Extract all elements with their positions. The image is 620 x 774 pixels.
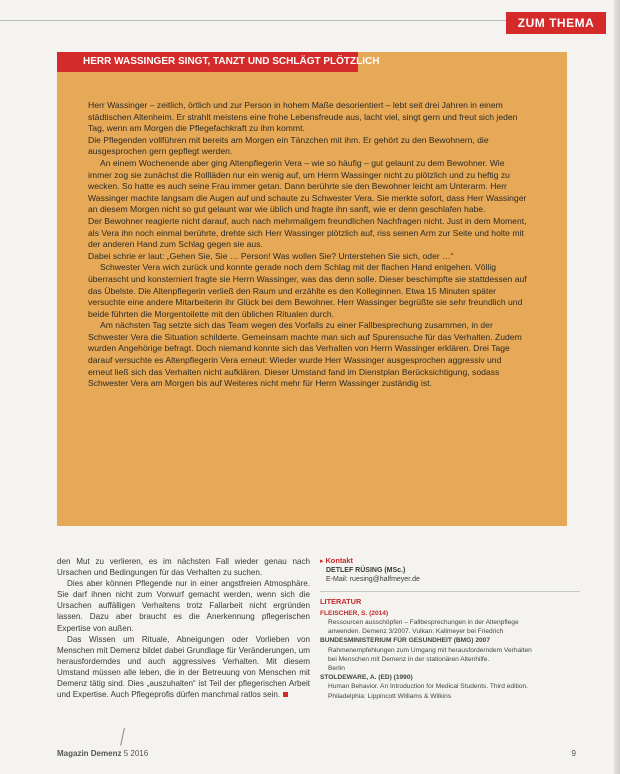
literature-line: Berlin <box>328 665 345 673</box>
article-paragraph: Dies aber können Pflegende nur in einer angstfreien Atmosphäre. Sie darf ihnen nicht zum Vorwurf gemacht werden, wenn sich die Ursachen auffälligen Verhaltens trotz Fallarbeit nicht ergründen lassen. Dazu aber braucht es die Anerkennung pflegerischen Expertise von außen. <box>57 579 310 633</box>
literature-line: Ressourcen ausschöpfen – Fallbesprechungen in der Altenpflege <box>328 619 519 627</box>
literature-author: BUNDESMINISTERIUM FÜR GESUNDHEIT (BMG) 2007 <box>320 637 490 645</box>
literature-line: Rahmenempfehlungen zum Umgang mit herausforderndem Verhalten <box>328 646 532 654</box>
literature-entry <box>320 609 580 637</box>
article-right-column <box>320 556 580 701</box>
case-paragraph: Dabei schrie er laut: „Gehen Sie, Sie … Person! Was wollen Sie? Unterstehen Sie sich, oder …“ <box>88 250 454 261</box>
pen-mark <box>120 728 127 746</box>
contact-email[interactable]: E-Mail: ruesing@halfmeyer.de <box>326 576 420 584</box>
contact-name: DETLEF RÜSING (MSc.) <box>326 567 406 575</box>
contact-label: Kontakt <box>325 556 353 565</box>
section-tag: ZUM THEMA <box>506 12 606 34</box>
literature-title: LITERATUR <box>320 596 362 606</box>
case-study-heading: HERR WASSINGER SINGT, TANZT UND SCHLÄGT PLÖTZLICH <box>57 52 358 72</box>
literature-line: Human Behavior. An Introduction for Medical Students. Third edition. <box>328 683 529 691</box>
contact-header <box>320 556 580 566</box>
case-paragraph: Am nächsten Tag setzte sich das Team wegen des Vorfalls zu einer Fallbesprechung zusammen, in der Schwester Vera die Situation schilderte. Gemeinsam machte man sich auf Spurensuche für das Verhalten. Zudem wurden Angehörige befragt. Doch niemand konnte sich das Verhalten von Herrn Wassinger erklären. Drei Tage darauf versuchte es Altenpflegerin Vera erneut: Wieder wurde Herr Wassinger ausgesprochen aggressiv und erneut ließ sich das Verhalten nicht aufklären. Dieser Umstand fand im Dienstplan Berücksichtigung, sodass Schwester Vera am Morgen bis auf Weiteres nicht mehr für Herrn Wassinger zuständig ist. <box>88 320 522 389</box>
literature-entry <box>320 673 580 701</box>
case-study-text <box>88 100 528 390</box>
page-edge <box>614 0 620 774</box>
article-paragraph-last <box>57 634 310 701</box>
case-paragraph: Schwester Vera wich zurück und konnte gerade noch dem Schlag mit der flachen Hand entgehen. Völlig überrascht und konsterniert fragte sie Herrn Wassinger, was das denn solle. Dieser beschimpfte sie stattdessen auf das Übelste. Die Altenpflegerin verließ den Raum und erzählte es den Kolleginnen. Etwa 15 Minuten später versuchte eine andere Mitarbeiterin ihr Glück bei dem Bewohner. Herr Wassinger begrüßte sie sehr freundlich und beide führten die Morgentoilette mit den üblichen Ritualen durch. <box>88 262 527 319</box>
arrow-right-icon: ▸ <box>320 558 324 565</box>
footer-magazine: Magazin Demenz <box>57 749 122 758</box>
literature-author: STOLDEWARE, A. (ED) (1990) <box>320 674 413 682</box>
page-number: 9 <box>571 749 576 758</box>
end-mark-icon <box>283 692 288 697</box>
article-paragraph: den Mut zu verlieren, es im nächsten Fall wieder genau nach Ursachen und Bedingungen für das Verhalten zu suchen. <box>57 557 310 578</box>
literature-line: anwenden. Demenz 3/2007. Vulkan: Kallmeyer bei Friedrich <box>328 628 504 636</box>
footer-issue: 5 2016 <box>123 749 149 758</box>
divider <box>320 591 580 592</box>
case-paragraph: Der Bewohner reagierte nicht darauf, auch nach mehrmaligem freundlichen Nachfragen nicht. Just in dem Moment, als Vera ihn noch einmal berührte, drehte sich Herr Wassinger plötzlich auf, riss seinen Arm zur Seite und holte mit der anderen Hand zum Schlag gegen sie aus. <box>88 215 527 250</box>
case-paragraph: Die Pflegenden vollführen mit bereits am Morgen ein Tänzchen mit ihm. Er gehört zu den Bewohnern, die ausgesprochen gern gepflegt werden. <box>88 134 489 157</box>
literature-line: bei Menschen mit Demenz in der stationären Altenhilfe. <box>328 655 490 663</box>
top-rule <box>0 20 508 21</box>
case-paragraph: Herr Wassinger – zeitlich, örtlich und zur Person in hohem Maße desorientiert – lebt seit drei Jahren in einem städtischen Altenheim. Er strahlt meistens eine frohe Lebensfreude aus, lacht viel, singt gern und freut sich jeden Tag, wenn am Morgen die Pflegefachkraft zu ihm kommt. <box>88 100 518 134</box>
footer <box>57 749 148 758</box>
literature-line: Philadelphia: Lippincott Williams & Wilkins <box>328 692 452 700</box>
article-left-column <box>57 556 310 700</box>
contact-block <box>320 556 580 585</box>
literature-author: FLEISCHER, S. (2014) <box>320 609 389 617</box>
article-paragraph: Das Wissen um Rituale, Abneigungen oder Vorlieben von Menschen mit Demenz bildet dabei Grundlage für Veränderungen, um herausforderndes und auch aggressives Verhalten. Mit diesem Umstand müssen alle leben, die in der Betreuung von Menschen mit Demenz tätig sind. Dies „auszuhalten“ ist Teil der pflegerischen Arbeit und Expertise. Auch Pflegeprofis dürfen manchmal ratlos sein. <box>57 634 310 700</box>
case-paragraph: An einem Wochenende aber ging Altenpflegerin Vera – wie so häufig – gut gelaunt zu dem Bewohner. Wie immer zog sie zunächst die Rollläden nur ein wenig auf, um Herrn Wassinger nicht zu plötzlich und zu heftig zu wecken. So hatte es auch seine Frau immer getan. Dann berührte sie den Bewohner leicht am Unterarm. Herr Wassinger machte langsam die Augen auf und schaute zu Schwester Vera. Sie merkte sofort, dass Herr Wassinger an diesem Morgen nicht so gut gelaunt war wie üblich und fragte ihn sanft, wie er denn geschlafen habe. <box>88 157 527 215</box>
literature-entry <box>320 636 580 673</box>
